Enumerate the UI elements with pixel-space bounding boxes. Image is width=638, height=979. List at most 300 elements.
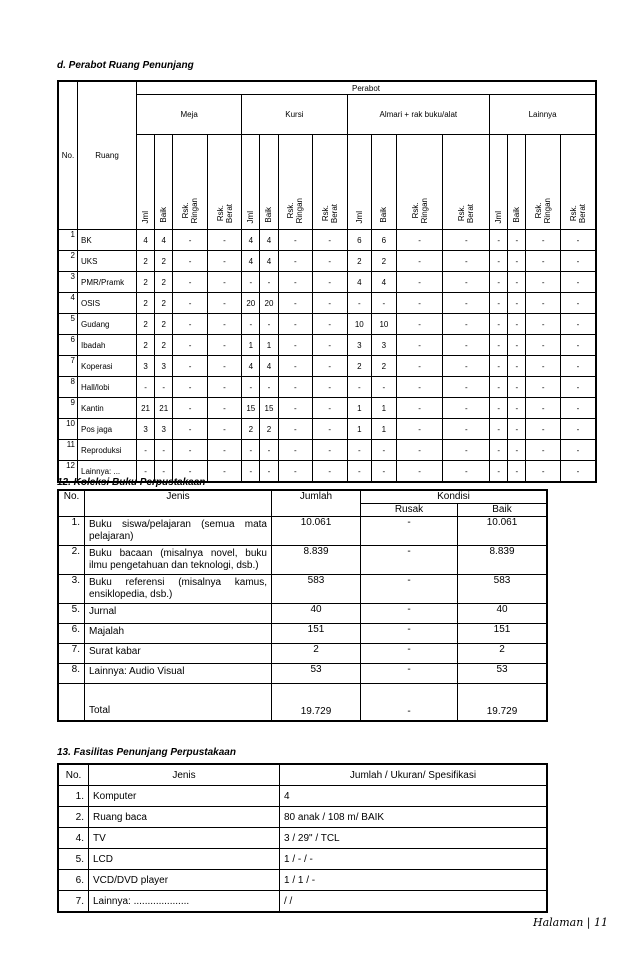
row-value: 4 xyxy=(242,251,260,272)
fasilitas-no: 6. xyxy=(58,870,89,891)
table-row xyxy=(58,574,547,603)
subcol-header xyxy=(155,135,173,230)
table-row xyxy=(58,516,547,545)
fasilitas-jenis: LCD xyxy=(89,849,280,870)
row-value: - xyxy=(560,440,596,461)
row-value: 2 xyxy=(155,293,173,314)
table-row xyxy=(58,828,547,849)
fasilitas-spec: 80 anak / 108 m/ BAIK xyxy=(280,807,548,828)
koleksi-header-no: No. xyxy=(58,490,85,516)
subcol-header xyxy=(207,135,241,230)
subcol-label: Baik xyxy=(379,207,389,223)
subcol-label: Baik xyxy=(512,207,522,223)
row-value: - xyxy=(526,398,560,419)
koleksi-baik: 53 xyxy=(458,663,548,683)
row-value: - xyxy=(560,377,596,398)
row-value: 2 xyxy=(372,251,397,272)
header-perabot: Perabot xyxy=(137,81,597,95)
row-value: - xyxy=(526,230,560,251)
row-ruang: PMR/Pramk xyxy=(78,272,137,293)
row-value: - xyxy=(490,314,508,335)
row-value: - xyxy=(207,377,241,398)
subcol-header xyxy=(508,135,526,230)
row-value: 4 xyxy=(242,230,260,251)
row-value: - xyxy=(278,461,312,483)
fasilitas-spec: 1 / - / - xyxy=(280,849,548,870)
koleksi-rusak: - xyxy=(361,643,458,663)
row-value: - xyxy=(347,377,372,398)
row-value: 6 xyxy=(347,230,372,251)
row-value: 2 xyxy=(137,335,155,356)
row-value: - xyxy=(207,356,241,377)
row-value: - xyxy=(313,398,347,419)
row-value: - xyxy=(278,272,312,293)
row-value: 2 xyxy=(260,419,278,440)
table-row xyxy=(58,891,547,913)
subcol-header xyxy=(347,135,372,230)
row-no: 2 xyxy=(58,251,78,272)
koleksi-baik: 40 xyxy=(458,603,548,623)
row-value: - xyxy=(526,251,560,272)
koleksi-jenis: Buku bacaan (misalnya novel, buku ilmu pengetahuan dan teknologi, dsb.) xyxy=(85,545,272,574)
row-no: 3 xyxy=(58,272,78,293)
row-no: 4 xyxy=(58,293,78,314)
row-value: - xyxy=(278,230,312,251)
row-ruang: OSIS xyxy=(78,293,137,314)
koleksi-header-kondisi: Kondisi xyxy=(361,490,548,503)
row-value: 2 xyxy=(155,272,173,293)
subcol-header xyxy=(173,135,207,230)
row-value: - xyxy=(242,272,260,293)
table-row xyxy=(58,807,547,828)
row-value: 20 xyxy=(242,293,260,314)
row-value: - xyxy=(260,377,278,398)
row-value: - xyxy=(278,419,312,440)
subcol-label: Jml xyxy=(246,210,256,223)
row-value: - xyxy=(490,377,508,398)
table-row xyxy=(58,335,596,356)
row-value: - xyxy=(155,440,173,461)
row-value: 4 xyxy=(260,356,278,377)
koleksi-header-baik: Baik xyxy=(458,503,548,516)
table-row xyxy=(58,643,547,663)
row-value: - xyxy=(313,314,347,335)
row-value: - xyxy=(313,251,347,272)
row-value: - xyxy=(207,461,241,483)
row-value: - xyxy=(242,461,260,483)
fasilitas-header-no: No. xyxy=(58,764,89,786)
row-value: - xyxy=(173,314,207,335)
total-label: Total xyxy=(85,683,272,721)
row-value: - xyxy=(508,314,526,335)
row-value: - xyxy=(443,356,490,377)
koleksi-no: 7. xyxy=(58,643,85,663)
table-row xyxy=(58,849,547,870)
koleksi-rusak: - xyxy=(361,663,458,683)
row-value: - xyxy=(508,398,526,419)
row-value: 2 xyxy=(137,251,155,272)
row-value: 4 xyxy=(372,272,397,293)
row-value: - xyxy=(207,398,241,419)
row-value: - xyxy=(278,314,312,335)
koleksi-baik: 2 xyxy=(458,643,548,663)
row-value: - xyxy=(508,251,526,272)
row-value: - xyxy=(313,230,347,251)
row-value: 3 xyxy=(155,356,173,377)
row-value: - xyxy=(508,461,526,483)
row-value: - xyxy=(173,293,207,314)
table-row xyxy=(58,398,596,419)
subcol-label: Jml xyxy=(141,210,151,223)
fasilitas-header-jenis: Jenis xyxy=(89,764,280,786)
koleksi-no: 2. xyxy=(58,545,85,574)
row-value: 1 xyxy=(372,398,397,419)
row-value: - xyxy=(278,251,312,272)
row-value: - xyxy=(242,377,260,398)
fasilitas-no: 5. xyxy=(58,849,89,870)
koleksi-jenis: Jurnal xyxy=(85,603,272,623)
row-value: - xyxy=(526,419,560,440)
fasilitas-spec: 1 / 1 / - xyxy=(280,870,548,891)
row-ruang: Koperasi xyxy=(78,356,137,377)
table-row xyxy=(58,623,547,643)
subcol-header xyxy=(443,135,490,230)
row-value: - xyxy=(490,398,508,419)
subcol-label: Rsk. Berat xyxy=(457,203,476,223)
row-value: - xyxy=(137,377,155,398)
row-value: - xyxy=(372,440,397,461)
fasilitas-header-spec: Jumlah / Ukuran/ Spesifikasi xyxy=(280,764,548,786)
koleksi-buku-table xyxy=(57,489,548,722)
table-row xyxy=(58,230,596,251)
koleksi-header-rusak: Rusak xyxy=(361,503,458,516)
row-ruang: Reproduksi xyxy=(78,440,137,461)
subcol-label: Rsk. Ringan xyxy=(286,197,305,223)
row-value: - xyxy=(443,251,490,272)
row-value: 21 xyxy=(155,398,173,419)
row-value: 2 xyxy=(155,251,173,272)
row-value: 6 xyxy=(372,230,397,251)
row-no: 11 xyxy=(58,440,78,461)
fasilitas-no: 1. xyxy=(58,786,89,807)
subcol-label: Baik xyxy=(159,207,169,223)
row-value: - xyxy=(508,356,526,377)
koleksi-baik: 10.061 xyxy=(458,516,548,545)
row-value: - xyxy=(242,440,260,461)
row-value: - xyxy=(490,251,508,272)
row-value: 4 xyxy=(260,230,278,251)
row-value: - xyxy=(137,440,155,461)
row-value: - xyxy=(242,314,260,335)
row-value: 15 xyxy=(242,398,260,419)
fasilitas-jenis: TV xyxy=(89,828,280,849)
row-no: 9 xyxy=(58,398,78,419)
row-value: - xyxy=(396,251,443,272)
row-ruang: UKS xyxy=(78,251,137,272)
row-value: 4 xyxy=(260,251,278,272)
row-value: - xyxy=(260,440,278,461)
row-value: 4 xyxy=(155,230,173,251)
row-value: 3 xyxy=(137,419,155,440)
subcol-header xyxy=(490,135,508,230)
row-value: 3 xyxy=(347,335,372,356)
group-header: Lainnya xyxy=(490,95,596,135)
table-row xyxy=(58,440,596,461)
row-no: 5 xyxy=(58,314,78,335)
row-value: 1 xyxy=(372,419,397,440)
koleksi-jumlah: 2 xyxy=(272,643,361,663)
section-12-title: 12. Koleksi Buku Perpustakaan xyxy=(57,477,206,488)
total-no xyxy=(58,683,85,721)
fasilitas-no: 2. xyxy=(58,807,89,828)
koleksi-jumlah: 583 xyxy=(272,574,361,603)
row-value: - xyxy=(508,419,526,440)
row-value: - xyxy=(396,356,443,377)
row-value: - xyxy=(508,377,526,398)
row-value: 3 xyxy=(155,419,173,440)
row-value: - xyxy=(508,272,526,293)
row-ruang: Hall/lobi xyxy=(78,377,137,398)
row-value: - xyxy=(207,440,241,461)
row-value: - xyxy=(490,293,508,314)
row-value: - xyxy=(207,230,241,251)
row-value: - xyxy=(313,440,347,461)
row-value: - xyxy=(347,461,372,483)
row-value: - xyxy=(526,461,560,483)
fasilitas-table xyxy=(57,763,548,913)
row-value: - xyxy=(207,293,241,314)
row-value: - xyxy=(396,314,443,335)
fasilitas-jenis: Komputer xyxy=(89,786,280,807)
subcol-header xyxy=(526,135,560,230)
subcol-label: Jml xyxy=(494,210,504,223)
koleksi-no: 8. xyxy=(58,663,85,683)
row-ruang: Lainnya: ... xyxy=(78,461,137,483)
row-value: - xyxy=(396,440,443,461)
subcol-header xyxy=(137,135,155,230)
table-row xyxy=(58,419,596,440)
koleksi-no: 5. xyxy=(58,603,85,623)
row-value: - xyxy=(443,419,490,440)
page-number: Halaman | 11 xyxy=(533,916,608,929)
row-value: - xyxy=(560,314,596,335)
row-value: 2 xyxy=(155,335,173,356)
section-d-title: d. Perabot Ruang Penunjang xyxy=(57,60,194,71)
row-value: 2 xyxy=(242,419,260,440)
total-baik: 19.729 xyxy=(458,683,548,721)
table-row xyxy=(58,356,596,377)
row-value: - xyxy=(560,335,596,356)
group-header: Almari + rak buku/alat xyxy=(347,95,490,135)
row-value: 20 xyxy=(260,293,278,314)
row-value: - xyxy=(155,461,173,483)
table-row xyxy=(58,663,547,683)
row-value: 21 xyxy=(137,398,155,419)
row-value: - xyxy=(560,356,596,377)
subcol-label: Jml xyxy=(354,210,364,223)
subcol-label: Baik xyxy=(264,207,274,223)
subcol-label: Rsk. Berat xyxy=(215,203,234,223)
row-value: - xyxy=(278,398,312,419)
row-value: - xyxy=(260,461,278,483)
koleksi-header-jumlah: Jumlah xyxy=(272,490,361,516)
row-value: - xyxy=(207,251,241,272)
koleksi-jumlah: 8.839 xyxy=(272,545,361,574)
row-value: 2 xyxy=(137,314,155,335)
row-value: 15 xyxy=(260,398,278,419)
row-value: - xyxy=(526,314,560,335)
row-value: - xyxy=(396,230,443,251)
row-value: - xyxy=(526,293,560,314)
row-value: - xyxy=(443,461,490,483)
row-value: 4 xyxy=(137,230,155,251)
table-row xyxy=(58,786,547,807)
fasilitas-jenis: Lainnya: .................... xyxy=(89,891,280,913)
row-value: 1 xyxy=(347,419,372,440)
koleksi-baik: 151 xyxy=(458,623,548,643)
fasilitas-spec: / / xyxy=(280,891,548,913)
row-value: - xyxy=(490,335,508,356)
row-value: - xyxy=(396,293,443,314)
koleksi-no: 3. xyxy=(58,574,85,603)
koleksi-rusak: - xyxy=(361,603,458,623)
row-no: 7 xyxy=(58,356,78,377)
row-value: 1 xyxy=(242,335,260,356)
row-value: - xyxy=(207,272,241,293)
row-value: 3 xyxy=(137,356,155,377)
row-value: - xyxy=(526,356,560,377)
row-no: 1 xyxy=(58,230,78,251)
koleksi-rusak: - xyxy=(361,623,458,643)
row-value: - xyxy=(278,293,312,314)
fasilitas-no: 7. xyxy=(58,891,89,913)
row-value: - xyxy=(508,293,526,314)
row-value: 1 xyxy=(347,398,372,419)
row-value: - xyxy=(207,335,241,356)
row-value: - xyxy=(313,377,347,398)
row-value: 2 xyxy=(137,272,155,293)
koleksi-no: 1. xyxy=(58,516,85,545)
subcol-label: Rsk. Berat xyxy=(320,203,339,223)
row-value: 10 xyxy=(347,314,372,335)
fasilitas-jenis: VCD/DVD player xyxy=(89,870,280,891)
row-value: - xyxy=(173,398,207,419)
koleksi-rusak: - xyxy=(361,574,458,603)
row-value: - xyxy=(173,377,207,398)
row-value: - xyxy=(372,293,397,314)
row-ruang: Ibadah xyxy=(78,335,137,356)
koleksi-jumlah: 151 xyxy=(272,623,361,643)
subcol-header xyxy=(242,135,260,230)
row-value: - xyxy=(508,335,526,356)
koleksi-header-jenis: Jenis xyxy=(85,490,272,516)
row-value: - xyxy=(137,461,155,483)
row-value: - xyxy=(207,419,241,440)
koleksi-rusak: - xyxy=(361,545,458,574)
total-rusak: - xyxy=(361,683,458,721)
row-value: - xyxy=(173,440,207,461)
subcol-header xyxy=(278,135,312,230)
koleksi-baik: 583 xyxy=(458,574,548,603)
row-ruang: Kantin xyxy=(78,398,137,419)
row-value: - xyxy=(173,419,207,440)
row-value: - xyxy=(526,272,560,293)
koleksi-jenis: Lainnya: Audio Visual xyxy=(85,663,272,683)
subcol-header xyxy=(313,135,347,230)
row-value: - xyxy=(560,293,596,314)
row-value: - xyxy=(490,272,508,293)
row-value: - xyxy=(443,440,490,461)
row-value: - xyxy=(443,398,490,419)
fasilitas-no: 4. xyxy=(58,828,89,849)
row-value: - xyxy=(443,293,490,314)
row-value: - xyxy=(313,335,347,356)
row-value: - xyxy=(396,377,443,398)
row-value: - xyxy=(313,419,347,440)
row-value: 1 xyxy=(260,335,278,356)
koleksi-jumlah: 53 xyxy=(272,663,361,683)
fasilitas-jenis: Ruang baca xyxy=(89,807,280,828)
perabot-table xyxy=(57,80,597,483)
row-value: - xyxy=(313,272,347,293)
subcol-label: Rsk. Ringan xyxy=(181,197,200,223)
row-ruang: Gudang xyxy=(78,314,137,335)
row-value: - xyxy=(278,335,312,356)
table-row xyxy=(58,293,596,314)
koleksi-no: 6. xyxy=(58,623,85,643)
row-value: - xyxy=(173,356,207,377)
koleksi-jenis: Majalah xyxy=(85,623,272,643)
koleksi-rusak: - xyxy=(361,516,458,545)
row-no: 6 xyxy=(58,335,78,356)
row-value: - xyxy=(443,377,490,398)
row-value: - xyxy=(490,356,508,377)
row-value: - xyxy=(560,419,596,440)
row-ruang: Pos jaga xyxy=(78,419,137,440)
row-value: - xyxy=(173,251,207,272)
row-value: - xyxy=(490,440,508,461)
table-row xyxy=(58,377,596,398)
table-row xyxy=(58,251,596,272)
row-value: - xyxy=(347,440,372,461)
row-value: - xyxy=(173,272,207,293)
row-value: 2 xyxy=(372,356,397,377)
row-value: - xyxy=(155,377,173,398)
row-value: - xyxy=(372,461,397,483)
row-value: - xyxy=(173,335,207,356)
row-value: - xyxy=(560,251,596,272)
row-value: - xyxy=(173,461,207,483)
row-value: - xyxy=(526,377,560,398)
row-value: - xyxy=(396,419,443,440)
row-value: - xyxy=(347,293,372,314)
subcol-label: Rsk. Ringan xyxy=(534,197,553,223)
row-value: - xyxy=(443,335,490,356)
row-value: 4 xyxy=(347,272,372,293)
subcol-header xyxy=(260,135,278,230)
group-header: Kursi xyxy=(242,95,347,135)
row-value: - xyxy=(396,398,443,419)
table-row xyxy=(58,870,547,891)
row-value: - xyxy=(396,461,443,483)
koleksi-jumlah: 10.061 xyxy=(272,516,361,545)
row-value: - xyxy=(313,293,347,314)
row-ruang: BK xyxy=(78,230,137,251)
subcol-label: Rsk. Berat xyxy=(568,203,587,223)
koleksi-baik: 8.839 xyxy=(458,545,548,574)
subcol-header xyxy=(560,135,596,230)
row-value: - xyxy=(396,335,443,356)
